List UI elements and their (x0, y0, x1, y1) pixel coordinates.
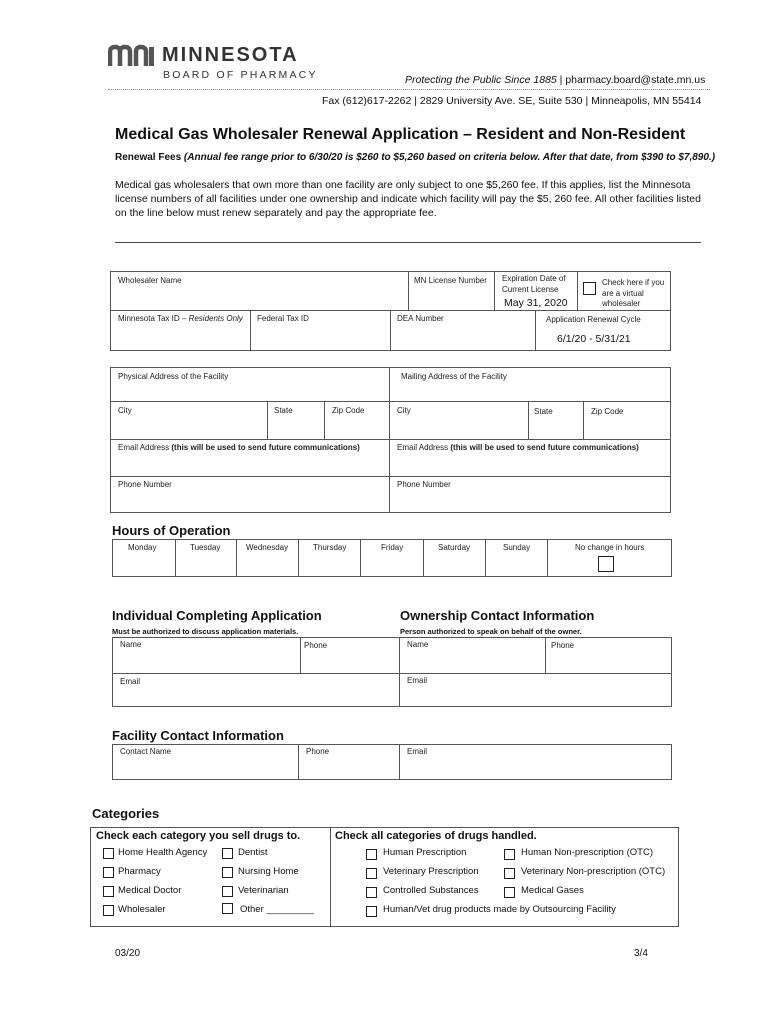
medical-doctor-checkbox[interactable] (103, 886, 114, 897)
divider (389, 367, 390, 513)
mailing-state-field[interactable]: State (534, 407, 553, 416)
divider (110, 439, 671, 440)
virtual-wholesaler-checkbox[interactable] (583, 282, 596, 295)
address-box (110, 367, 671, 513)
other-label: Other _________ (240, 904, 314, 915)
nursing-home-label: Nursing Home (238, 866, 299, 877)
controlled-label: Controlled Substances (383, 885, 479, 896)
renewal-cycle-value: 6/1/20 - 5/31/21 (557, 333, 631, 345)
virtual-label-2: are a virtual (602, 289, 644, 298)
individual-title: Individual Completing Application (112, 608, 322, 623)
wholesaler-label: Wholesaler (118, 904, 166, 915)
divider (298, 539, 299, 577)
divider (175, 539, 176, 577)
ownership-subtitle: Person authorized to speak on behalf of the owner. (400, 627, 582, 636)
divider (324, 401, 325, 439)
home-health-checkbox[interactable] (103, 848, 114, 859)
hours-wednesday[interactable]: Wednesday (246, 543, 289, 552)
vet-otc-label: Veterinary Non-prescription (OTC) (521, 866, 666, 877)
mailing-email-field[interactable] (397, 443, 639, 452)
hours-friday[interactable]: Friday (381, 543, 404, 552)
tagline-motto: Protecting the Public Since 1885 (405, 74, 557, 86)
expiration-date-value: May 31, 2020 (504, 297, 568, 309)
controlled-checkbox[interactable] (366, 887, 377, 898)
individual-subtitle: Must be authorized to discuss application materials. (112, 627, 299, 636)
mn-tax-id-field[interactable] (118, 314, 243, 323)
facility-email-field[interactable]: Email (407, 747, 428, 756)
dentist-checkbox[interactable] (222, 848, 233, 859)
divider (300, 637, 301, 673)
physical-state-field[interactable]: State (274, 406, 293, 415)
divider (399, 637, 400, 707)
header-rule (108, 89, 710, 90)
email-label: Email Address (397, 443, 451, 452)
pharmacy-checkbox[interactable] (103, 867, 114, 878)
tax-id-prefix: Minnesota Tax ID – (118, 314, 189, 323)
fees-detail: (Annual fee range prior to 6/30/20 is $260 to $5,260 based on criteria below. After that date, from $390 to $7,890.) (183, 152, 716, 163)
fees-label: Renewal Fees (115, 152, 184, 163)
page-title: Medical Gas Wholesaler Renewal Application – Resident and Non-Resident (115, 126, 686, 143)
logo-subtitle: BOARD OF PHARMACY (163, 69, 318, 81)
other-checkbox[interactable] (222, 903, 233, 914)
email-note: (this will be used to send future communications) (450, 443, 639, 452)
human-rx-checkbox[interactable] (366, 849, 377, 860)
physical-address-field[interactable]: Physical Address of the Facility (118, 372, 229, 381)
human-otc-checkbox[interactable] (504, 849, 515, 860)
hours-tuesday[interactable]: Tuesday (190, 543, 221, 552)
divider (110, 401, 671, 402)
renewal-cycle-label: Application Renewal Cycle (546, 315, 641, 324)
instructions-paragraph: Medical gas wholesalers that own more than one facility are only subject to one $5,260 fee. If this applies, list the Minnesota license numbers of all facilities under one ownership and indicate which facility will pay the $5, 260 fee. All other facilities listed on the line below must renew separately and pay the appropriate fee. (115, 179, 701, 219)
outsourcing-checkbox[interactable] (366, 906, 377, 917)
expiration-label-1: Expiration Date of (502, 274, 566, 283)
tagline (405, 74, 705, 86)
physical-zip-field[interactable]: Zip Code (332, 406, 365, 415)
email-label: Email Address (118, 443, 172, 452)
divider (408, 271, 409, 311)
mn-license-field[interactable]: MN License Number (414, 276, 487, 285)
mailing-phone-field[interactable]: Phone Number (397, 480, 451, 489)
medical-doctor-label: Medical Doctor (118, 885, 182, 896)
physical-city-field[interactable]: City (118, 406, 132, 415)
renewal-fees (115, 152, 715, 163)
facility-box (112, 744, 672, 780)
no-change-label: No change in hours (575, 543, 645, 552)
mailing-zip-field[interactable]: Zip Code (591, 407, 624, 416)
federal-tax-id-field[interactable]: Federal Tax ID (257, 314, 309, 323)
divider (360, 539, 361, 577)
divider (547, 539, 548, 577)
divider (236, 539, 237, 577)
individual-email-field[interactable]: Email (120, 677, 141, 686)
virtual-label-3: wholesaler (602, 299, 641, 308)
divider (535, 310, 536, 351)
medical-gases-checkbox[interactable] (504, 887, 515, 898)
contact-box (112, 637, 672, 707)
veterinarian-checkbox[interactable] (222, 886, 233, 897)
facility-phone-field[interactable]: Phone (306, 747, 330, 756)
nursing-home-checkbox[interactable] (222, 867, 233, 878)
dentist-label: Dentist (238, 847, 268, 858)
physical-email-field[interactable] (118, 443, 360, 452)
veterinarian-label: Veterinarian (238, 885, 289, 896)
divider (577, 271, 578, 311)
hours-monday[interactable]: Monday (128, 543, 157, 552)
no-change-checkbox[interactable] (598, 556, 614, 572)
ownership-name-field[interactable]: Name (407, 640, 429, 649)
divider (250, 310, 251, 351)
divider (330, 827, 331, 927)
pharmacy-label: Pharmacy (118, 866, 161, 877)
virtual-label-1: Check here if you (602, 278, 665, 287)
ownership-email-field[interactable]: Email (407, 676, 428, 685)
vet-rx-checkbox[interactable] (366, 868, 377, 879)
divider (399, 744, 400, 780)
email-note: (this will be used to send future communications) (171, 443, 360, 452)
divider (423, 539, 424, 577)
home-health-label: Home Health Agency (118, 847, 208, 858)
divider (110, 476, 671, 477)
contact-address: Fax (612)617-2262 | 2829 University Ave. SE, Suite 530 | Minneapolis, MN 55414 (322, 95, 702, 107)
human-rx-label: Human Prescription (383, 847, 467, 858)
drugs-handled-heading: Check all categories of drugs handled. (335, 830, 537, 842)
wholesaler-checkbox[interactable] (103, 905, 114, 916)
medical-gases-label: Medical Gases (521, 885, 584, 896)
ownership-title: Ownership Contact Information (400, 608, 595, 623)
logo-name: MINNESOTA (162, 44, 299, 66)
outsourcing-label: Human/Vet drug products made by Outsourcing Facility (383, 904, 616, 915)
divider (528, 401, 529, 439)
sell-to-heading: Check each category you sell drugs to. (96, 830, 301, 842)
divider (298, 744, 299, 780)
divider (545, 637, 546, 673)
hours-sunday[interactable]: Sunday (503, 543, 531, 552)
divider (583, 401, 584, 439)
divider (485, 539, 486, 577)
facility-contact-field[interactable]: Contact Name (120, 747, 172, 756)
divider (112, 673, 672, 674)
tax-id-residents: Residents Only (188, 314, 243, 323)
vet-otc-checkbox[interactable] (504, 868, 515, 879)
hours-thursday[interactable]: Thursday (313, 543, 347, 552)
individual-phone-field[interactable]: Phone (304, 641, 328, 650)
human-otc-label: Human Non-prescription (OTC) (521, 847, 653, 858)
vet-rx-label: Veterinary Prescription (383, 866, 479, 877)
individual-name-field[interactable]: Name (120, 640, 142, 649)
page-number: 3/4 (634, 948, 648, 959)
mailing-address-field[interactable]: Mailing Address of the Facility (401, 372, 507, 381)
hours-title: Hours of Operation (112, 523, 231, 538)
license-list-line[interactable] (115, 242, 701, 243)
physical-phone-field[interactable]: Phone Number (118, 480, 172, 489)
mn-logo-icon (108, 44, 156, 68)
ownership-phone-field[interactable]: Phone (551, 641, 575, 650)
mailing-city-field[interactable]: City (397, 406, 411, 415)
categories-title: Categories (92, 806, 160, 821)
dea-number-field[interactable]: DEA Number (397, 314, 444, 323)
divider (494, 271, 495, 311)
divider (267, 401, 268, 439)
hours-saturday[interactable]: Saturday (438, 543, 471, 552)
divider (390, 310, 391, 351)
tagline-email[interactable]: | pharmacy.board@state.mn.us (556, 74, 706, 86)
facility-title: Facility Contact Information (112, 728, 284, 743)
footer-date: 03/20 (115, 948, 141, 959)
wholesaler-name-field[interactable]: Wholesaler Name (118, 276, 182, 285)
expiration-label-2: Current License (502, 285, 559, 294)
